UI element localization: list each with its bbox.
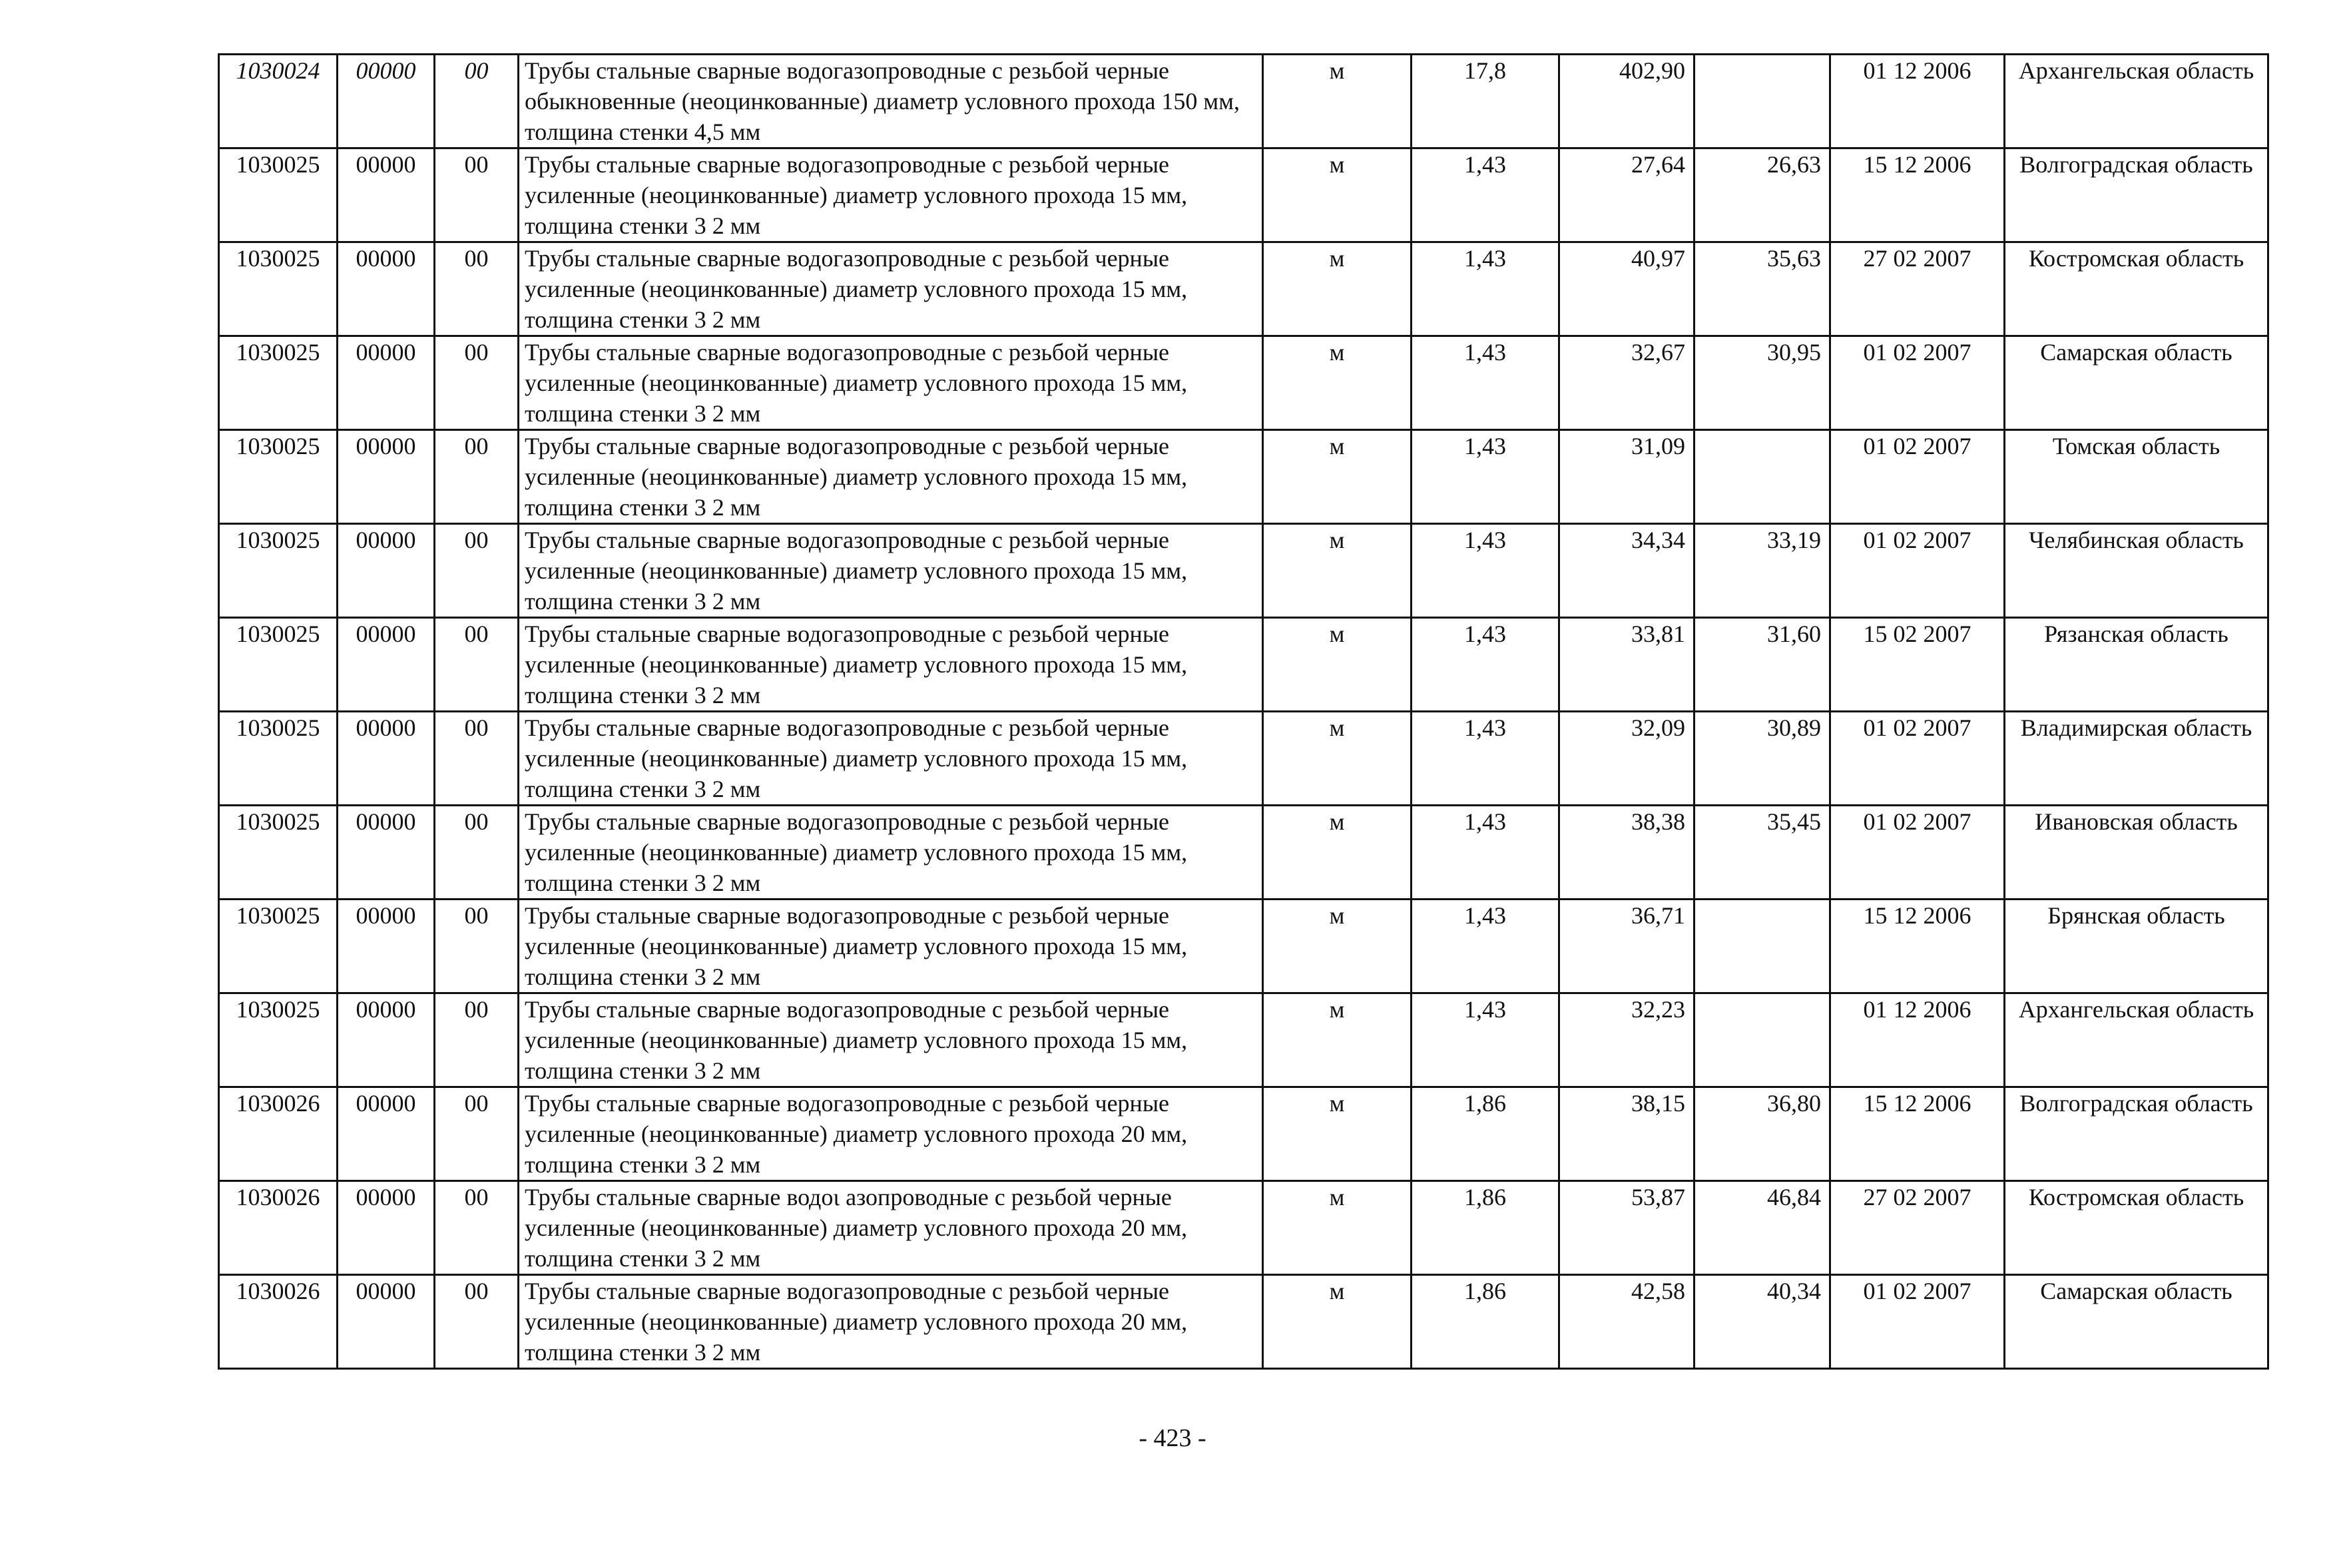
date-cell: 15 12 2006 bbox=[1830, 1087, 2005, 1181]
unit-cell: м bbox=[1263, 1087, 1412, 1181]
unit-cell: м bbox=[1263, 55, 1412, 148]
weight-cell: 1,43 bbox=[1412, 618, 1559, 712]
sub-code-cell: 00000 bbox=[338, 430, 435, 524]
item-code-cell: 1030026 bbox=[219, 1181, 338, 1275]
sub-code-cell: 00000 bbox=[338, 806, 435, 900]
weight-cell: 1,43 bbox=[1412, 524, 1559, 618]
table-row bbox=[219, 618, 2268, 712]
table-row bbox=[219, 242, 2268, 336]
unit-cell: м bbox=[1263, 618, 1412, 712]
variant-code-cell: 00 bbox=[435, 524, 519, 618]
unit-cell: м bbox=[1263, 336, 1412, 430]
item-code-cell: 1030025 bbox=[219, 148, 338, 242]
table-row bbox=[219, 1181, 2268, 1275]
price-cell: 32,09 bbox=[1559, 712, 1694, 806]
region-cell: Архангельская область bbox=[2005, 55, 2268, 148]
weight-cell: 1,43 bbox=[1412, 806, 1559, 900]
item-name-cell: Трубы стальные сварные водогазопроводные с резьбой черные усиленные (неоцинкованные) диаметр условного прохода 15 мм, толщина стенки 3 2 мм bbox=[519, 430, 1263, 524]
region-cell: Ивановская область bbox=[2005, 806, 2268, 900]
price-alt-cell: 31,60 bbox=[1694, 618, 1830, 712]
date-cell: 27 02 2007 bbox=[1830, 242, 2005, 336]
variant-code-cell: 00 bbox=[435, 1087, 519, 1181]
sub-code-cell: 00000 bbox=[338, 148, 435, 242]
weight-cell: 1,43 bbox=[1412, 336, 1559, 430]
date-cell: 27 02 2007 bbox=[1830, 1181, 2005, 1275]
weight-cell: 1,86 bbox=[1412, 1275, 1559, 1369]
page-number: - 423 - bbox=[1139, 1424, 1206, 1452]
price-alt-cell: 35,63 bbox=[1694, 242, 1830, 336]
item-name-cell: Трубы стальные сварные водогазопроводные с резьбой черные усиленные (неоцинкованные) диаметр условного прохода 15 мм, толщина стенки 3 2 мм bbox=[519, 618, 1263, 712]
table-row bbox=[219, 1087, 2268, 1181]
price-cell: 38,38 bbox=[1559, 806, 1694, 900]
region-cell: Рязанская область bbox=[2005, 618, 2268, 712]
weight-cell: 1,86 bbox=[1412, 1181, 1559, 1275]
variant-code-cell: 00 bbox=[435, 712, 519, 806]
item-code-cell: 1030025 bbox=[219, 900, 338, 993]
table-row bbox=[219, 900, 2268, 993]
unit-cell: м bbox=[1263, 1181, 1412, 1275]
item-name-cell: Трубы стальные сварные водогазопроводные с резьбой черные усиленные (неоцинкованные) диаметр условного прохода 15 мм, толщина стенки 3 2 мм bbox=[519, 900, 1263, 993]
price-alt-cell bbox=[1694, 55, 1830, 148]
price-alt-cell: 36,80 bbox=[1694, 1087, 1830, 1181]
price-cell: 32,67 bbox=[1559, 336, 1694, 430]
date-cell: 01 12 2006 bbox=[1830, 55, 2005, 148]
weight-cell: 1,86 bbox=[1412, 1087, 1559, 1181]
item-code-cell: 1030025 bbox=[219, 242, 338, 336]
price-cell: 36,71 bbox=[1559, 900, 1694, 993]
item-code-cell: 1030025 bbox=[219, 336, 338, 430]
date-cell: 01 02 2007 bbox=[1830, 712, 2005, 806]
variant-code-cell: 00 bbox=[435, 148, 519, 242]
unit-cell: м bbox=[1263, 712, 1412, 806]
unit-cell: м bbox=[1263, 524, 1412, 618]
region-cell: Костромская область bbox=[2005, 1181, 2268, 1275]
sub-code-cell: 00000 bbox=[338, 712, 435, 806]
table-row bbox=[219, 524, 2268, 618]
sub-code-cell: 00000 bbox=[338, 993, 435, 1087]
item-name-cell: Трубы стальные сварные водогазопроводные с резьбой черные усиленные (неоцинкованные) диаметр условного прохода 15 мм, толщина стенки 3 2 мм bbox=[519, 336, 1263, 430]
date-cell: 01 02 2007 bbox=[1830, 806, 2005, 900]
table-row bbox=[219, 336, 2268, 430]
region-cell: Волгоградская область bbox=[2005, 1087, 2268, 1181]
item-name-cell: Трубы стальные сварные водогазопроводные с резьбой черные усиленные (неоцинкованные) диаметр условного прохода 15 мм, толщина стенки 3 2 мм bbox=[519, 712, 1263, 806]
region-cell: Самарская область bbox=[2005, 336, 2268, 430]
item-code-cell: 1030025 bbox=[219, 993, 338, 1087]
item-code-cell: 1030025 bbox=[219, 524, 338, 618]
price-cell: 38,15 bbox=[1559, 1087, 1694, 1181]
variant-code-cell: 00 bbox=[435, 1275, 519, 1369]
variant-code-cell: 00 bbox=[435, 993, 519, 1087]
price-alt-cell: 26,63 bbox=[1694, 148, 1830, 242]
weight-cell: 1,43 bbox=[1412, 712, 1559, 806]
table-row bbox=[219, 993, 2268, 1087]
date-cell: 01 02 2007 bbox=[1830, 524, 2005, 618]
table-row bbox=[219, 430, 2268, 524]
region-cell: Челябинская область bbox=[2005, 524, 2268, 618]
item-name-cell: Трубы стальные сварные водогазопроводные с резьбой черные усиленные (неоцинкованные) диаметр условного прохода 15 мм, толщина стенки 3 2 мм bbox=[519, 806, 1263, 900]
item-name-cell: Трубы стальные сварные водогазопроводные с резьбой черные усиленные (неоцинкованные) диаметр условного прохода 15 мм, толщина стенки 3 2 мм bbox=[519, 993, 1263, 1087]
unit-cell: м bbox=[1263, 148, 1412, 242]
item-code-cell: 1030026 bbox=[219, 1275, 338, 1369]
price-cell: 27,64 bbox=[1559, 148, 1694, 242]
weight-cell: 1,43 bbox=[1412, 993, 1559, 1087]
sub-code-cell: 00000 bbox=[338, 242, 435, 336]
region-cell: Брянская область bbox=[2005, 900, 2268, 993]
price-table bbox=[218, 53, 2269, 1370]
sub-code-cell: 00000 bbox=[338, 55, 435, 148]
item-code-cell: 1030025 bbox=[219, 712, 338, 806]
region-cell: Волгоградская область bbox=[2005, 148, 2268, 242]
unit-cell: м bbox=[1263, 430, 1412, 524]
item-code-cell: 1030025 bbox=[219, 430, 338, 524]
unit-cell: м bbox=[1263, 242, 1412, 336]
sub-code-cell: 00000 bbox=[338, 1087, 435, 1181]
price-alt-cell: 35,45 bbox=[1694, 806, 1830, 900]
variant-code-cell: 00 bbox=[435, 900, 519, 993]
table-row bbox=[219, 55, 2268, 148]
date-cell: 15 12 2006 bbox=[1830, 900, 2005, 993]
price-cell: 402,90 bbox=[1559, 55, 1694, 148]
sub-code-cell: 00000 bbox=[338, 1275, 435, 1369]
price-cell: 53,87 bbox=[1559, 1181, 1694, 1275]
item-name-cell: Трубы стальные сварные водоι азопроводные с резьбой черные усиленные (неоцинкованные) диаметр условного прохода 20 мм, толщина стенки 3 2 мм bbox=[519, 1181, 1263, 1275]
table-row bbox=[219, 148, 2268, 242]
date-cell: 01 12 2006 bbox=[1830, 993, 2005, 1087]
price-cell: 33,81 bbox=[1559, 618, 1694, 712]
region-cell: Томская область bbox=[2005, 430, 2268, 524]
price-alt-cell bbox=[1694, 900, 1830, 993]
region-cell: Костромская область bbox=[2005, 242, 2268, 336]
date-cell: 15 12 2006 bbox=[1830, 148, 2005, 242]
variant-code-cell: 00 bbox=[435, 242, 519, 336]
sub-code-cell: 00000 bbox=[338, 336, 435, 430]
weight-cell: 1,43 bbox=[1412, 430, 1559, 524]
price-alt-cell: 33,19 bbox=[1694, 524, 1830, 618]
unit-cell: м bbox=[1263, 1275, 1412, 1369]
table-row bbox=[219, 1275, 2268, 1369]
date-cell: 01 02 2007 bbox=[1830, 336, 2005, 430]
price-alt-cell bbox=[1694, 430, 1830, 524]
variant-code-cell: 00 bbox=[435, 618, 519, 712]
price-cell: 42,58 bbox=[1559, 1275, 1694, 1369]
item-name-cell: Трубы стальные сварные водогазопроводные с резьбой черные усиленные (неоцинкованные) диаметр условного прохода 20 мм, толщина стенки 3 2 мм bbox=[519, 1275, 1263, 1369]
sub-code-cell: 00000 bbox=[338, 618, 435, 712]
variant-code-cell: 00 bbox=[435, 1181, 519, 1275]
variant-code-cell: 00 bbox=[435, 55, 519, 148]
variant-code-cell: 00 bbox=[435, 806, 519, 900]
unit-cell: м bbox=[1263, 993, 1412, 1087]
table-body bbox=[219, 55, 2268, 1369]
item-code-cell: 1030024 bbox=[219, 55, 338, 148]
item-name-cell: Трубы стальные сварные водогазопроводные с резьбой черные усиленные (неоцинкованные) диаметр условного прохода 15 мм, толщина стенки 3 2 мм bbox=[519, 524, 1263, 618]
date-cell: 01 02 2007 bbox=[1830, 1275, 2005, 1369]
date-cell: 15 02 2007 bbox=[1830, 618, 2005, 712]
item-name-cell: Трубы стальные сварные водогазопроводные с резьбой черные усиленные (неоцинкованные) диаметр условного прохода 15 мм, толщина стенки 3 2 мм bbox=[519, 242, 1263, 336]
item-name-cell: Трубы стальные сварные водогазопроводные с резьбой черные обыкновенные (неоцинкованные) диаметр условного прохода 150 мм, толщина стенки 4,5 мм bbox=[519, 55, 1263, 148]
unit-cell: м bbox=[1263, 900, 1412, 993]
price-alt-cell bbox=[1694, 993, 1830, 1087]
weight-cell: 1,43 bbox=[1412, 900, 1559, 993]
price-alt-cell: 30,89 bbox=[1694, 712, 1830, 806]
unit-cell: м bbox=[1263, 806, 1412, 900]
weight-cell: 1,43 bbox=[1412, 242, 1559, 336]
price-cell: 31,09 bbox=[1559, 430, 1694, 524]
price-alt-cell: 40,34 bbox=[1694, 1275, 1830, 1369]
sub-code-cell: 00000 bbox=[338, 900, 435, 993]
region-cell: Владимирская область bbox=[2005, 712, 2268, 806]
item-name-cell: Трубы стальные сварные водогазопроводные с резьбой черные усиленные (неоцинкованные) диаметр условного прохода 20 мм, толщина стенки 3 2 мм bbox=[519, 1087, 1263, 1181]
price-alt-cell: 46,84 bbox=[1694, 1181, 1830, 1275]
weight-cell: 1,43 bbox=[1412, 148, 1559, 242]
sub-code-cell: 00000 bbox=[338, 1181, 435, 1275]
table-row bbox=[219, 806, 2268, 900]
price-cell: 40,97 bbox=[1559, 242, 1694, 336]
price-alt-cell: 30,95 bbox=[1694, 336, 1830, 430]
region-cell: Архангельская область bbox=[2005, 993, 2268, 1087]
item-name-cell: Трубы стальные сварные водогазопроводные с резьбой черные усиленные (неоцинкованные) диаметр условного прохода 15 мм, толщина стенки 3 2 мм bbox=[519, 148, 1263, 242]
item-code-cell: 1030026 bbox=[219, 1087, 338, 1181]
price-cell: 34,34 bbox=[1559, 524, 1694, 618]
table-row bbox=[219, 712, 2268, 806]
price-cell: 32,23 bbox=[1559, 993, 1694, 1087]
sub-code-cell: 00000 bbox=[338, 524, 435, 618]
region-cell: Самарская область bbox=[2005, 1275, 2268, 1369]
variant-code-cell: 00 bbox=[435, 336, 519, 430]
date-cell: 01 02 2007 bbox=[1830, 430, 2005, 524]
item-code-cell: 1030025 bbox=[219, 618, 338, 712]
item-code-cell: 1030025 bbox=[219, 806, 338, 900]
weight-cell: 17,8 bbox=[1412, 55, 1559, 148]
variant-code-cell: 00 bbox=[435, 430, 519, 524]
